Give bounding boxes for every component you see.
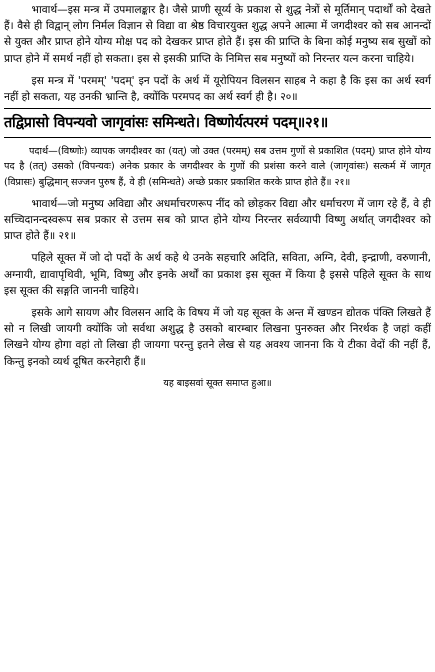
mantra-top-rule xyxy=(4,108,431,109)
sayana-wilson-paragraph: इसके आगे सायण और विलसन आदि के विषय में जो यह सूक्त के अन्त में खण्डन द्योतक पंक्ति लिखते हैं सो न लिखी जायगी क्योंकि जो सर्वथा अशुद्ध है उसको बारम्बार लिखना पुनरुक्त और निरर्थक है जहां कहीं लिखने योग्य होगा वहां तो लिखा ही जायगा परन्तु इतने लेख से यह अवश्य जानना कि ये टीका वेदों की नहीं हैं, किन्तु इनको व्यर्थ दूषित करनेहारी हैं॥ xyxy=(4,307,431,368)
sukta-end-note: यह बाइसवां सूक्त समाप्त हुआ॥ xyxy=(163,377,272,389)
commentary-paragraph-20: इस मन्त्र में 'परमम्' 'पदम्' इन पदों के अर्थ में यूरोपियन विलसन साहब ने कहा है कि इस का अर्थ स्वर्ग नहीं हो सकता, यह उनकी भ्रान्ति है, क्योंकि परमपद का अर्थ स्वर्ग ही है। २०॥ xyxy=(4,74,431,104)
bhavartha-paragraph-21: भावार्थ—जो मनुष्य अविद्या और अधर्माचरणरूप नींद को छोड़कर विद्या और धर्माचरण में जाग रहे हैं, वे ही सच्चिदानन्दस्वरूप सब प्रकार से उत्तम सब को प्राप्त होने योग्य निरन्तर सर्वव्यापी विष्णु अर्थात् जगदीश्वर को प्राप्त होते हैं॥ २१॥ xyxy=(4,197,431,243)
bhavartha-paragraph-20: भावार्थ—इस मन्त्र में उपमालङ्कार है। जैसे प्राणी सूर्य्य के प्रकाश से शुद्ध नेत्रों से मूर्तिमान् पदार्थों को देखते हैं। वैसे ही विद्वान् लोग निर्मल विज्ञान से विद्या वा श्रेष्ठ विचारयुक्त शुद्ध अपने आत्मा में जगदीश्वर को सब आनन्दों से युक्त और प्राप्त होने योग्य मोक्ष पद को देखकर प्राप्त होते हैं। इस की प्राप्ति के बिना कोई मनुष्य सब सुखों को प्राप्त होने में समर्थ नहीं हो सकता। इस से इसकी प्राप्ति के निमित्त सब मनुष्यों को निरन्तर यत्न करना चाहिये। xyxy=(4,4,431,65)
padartha-paragraph-21: पदार्थ—(विष्णोः) व्यापक जगदीश्वर का (यत्) जो उक्त (परमम्) सब उत्तम गुणों से प्रकाशित (पदम्) प्राप्त होने योग्य पद है (तत्) उसको (विपन्यवः) अनेक प्रकार के जगदीश्वर के गुणों की प्रशंसा करने वाले (जागृवांसः) सत्कर्म में जागृत (विप्रासः) बुद्धिमान् सज्जन पुरुष हैं, वे ही (समिन्धते) अच्छे प्रकार प्रकाशित करके प्राप्त होते हैं॥ २१॥ xyxy=(4,146,431,188)
mantra-21: तद्विप्रासो विपन्यवो जागृवांसः समिन्धते। विष्णोर्यत्परमं पदम्॥२१॥ xyxy=(4,114,329,132)
mantra-bottom-rule xyxy=(4,137,431,138)
sukta-sangati-paragraph: पहिले सूक्त में जो दो पदों के अर्थ कहे थे उनके सहचारि अदिति, सविता, अग्नि, देवी, इन्द्राणी, वरुणानी, अग्नायी, द्यावापृथिवी, भूमि, विष्णु और इनके अर्थों का प्रकाश इस सूक्त में किया है इससे पहिले सूक्त के साथ इस सूक्त की सङ्गति जाननी चाहिये। xyxy=(4,252,431,297)
